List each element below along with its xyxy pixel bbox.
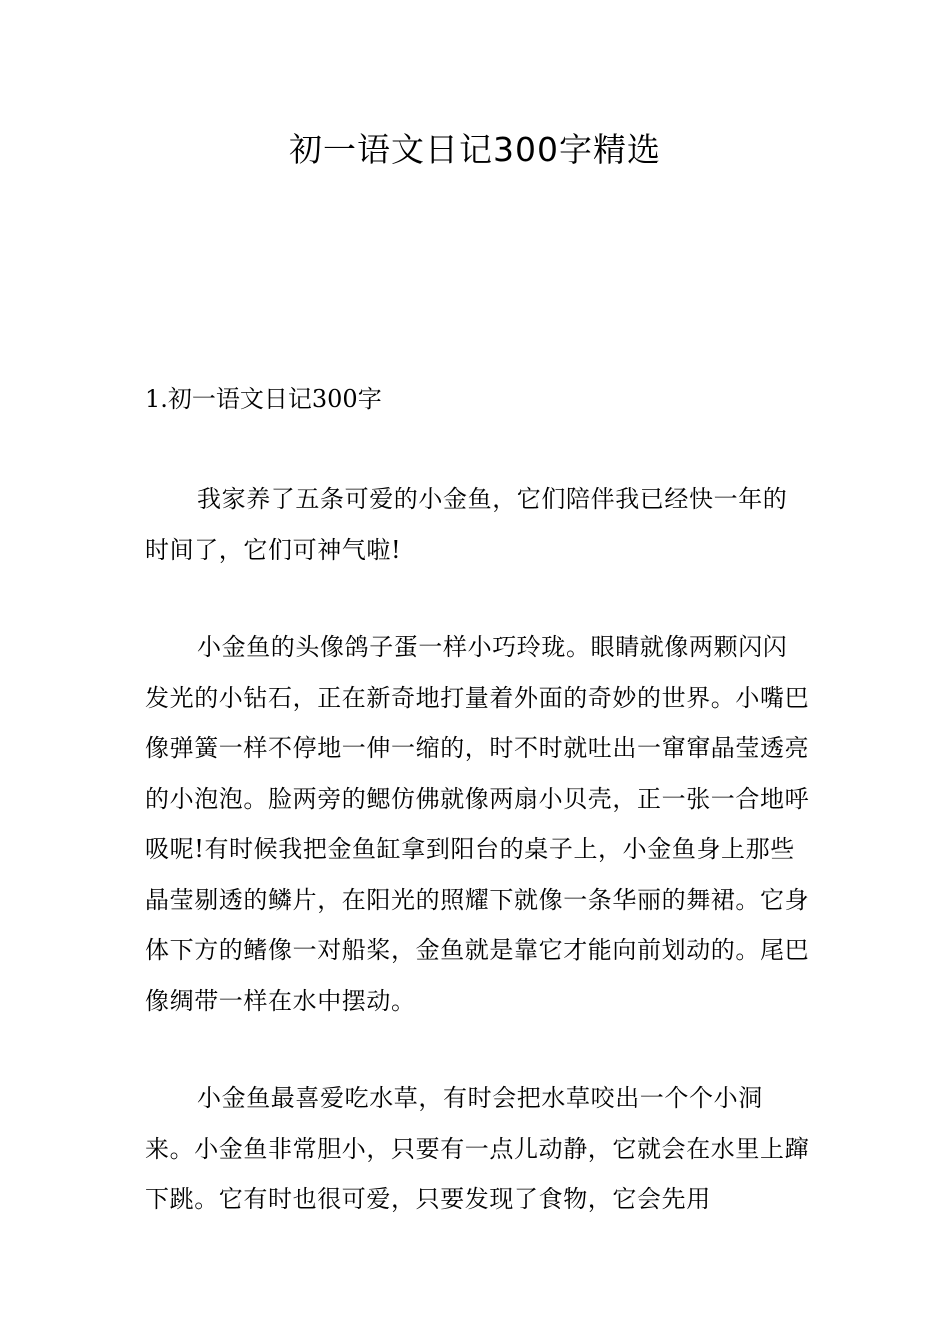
paragraph-1: 我家养了五条可爱的小金鱼，它们陪伴我已经快一年的时间了，它们可神气啦! xyxy=(145,485,788,564)
paragraph-2: 小金鱼的头像鸽子蛋一样小巧玲珑。眼睛就像两颗闪闪发光的小钻石，正在新奇地打量着外面的奇妙的世界。小嘴巴像弹簧一样不停地一伸一缩的，时不时就吐出一窜窜晶莹透亮的小泡泡。脸两旁的鳃仿佛就像两扇小贝壳，正一张一合地呼吸呢!有时候我把金鱼缸拿到阳台的桌子上，小金鱼身上那些晶莹剔透的鳞片，在阳光的照耀下就像一条华丽的舞裙。它身体下方的鳍像一对船桨，金鱼就是靠它才能向前划动的。尾巴像绸带一样在水中摆动。 xyxy=(145,633,810,1015)
section-heading: 1.初一语文日记300字 xyxy=(145,385,382,413)
document-title: 初一语文日记300字精选 xyxy=(289,130,661,169)
paragraph-3: 小金鱼最喜爱吃水草，有时会把水草咬出一个个小洞来。小金鱼非常胆小，只要有一点儿动静，它就会在水里上蹿下跳。它有时也很可爱，只要发现了食物，它会先用 xyxy=(145,1084,810,1213)
